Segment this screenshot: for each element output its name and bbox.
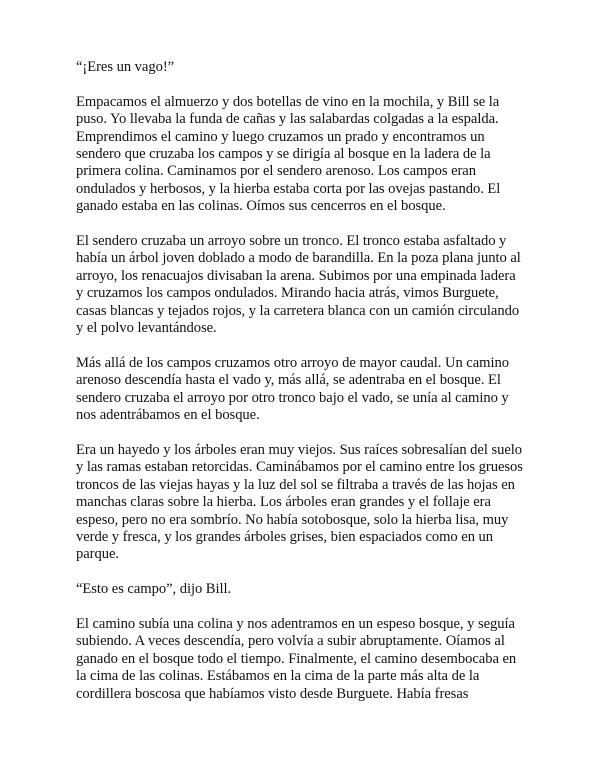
paragraph-arroyo-tronco: El sendero cruzaba un arroyo sobre un tronco. El tronco estaba asfaltado y había un árbol joven doblado a modo de barandilla. En la poza plana junto al arroyo, los renacuajos divisaban la arena. Subimos por una empinada ladera y cruzamos los campos ondulados. Mirando hacia atrás, vimos Burguete, casas blancas y tejados rojos, y la carretera blanca con un camión circulando y el polvo levantándose. [76,233,521,337]
paragraph-almuerzo: Empacamos el almuerzo y dos botellas de vino en la mochila, y Bill se la puso. Yo llevaba la funda de cañas y las salabardas colgadas a la espalda. Emprendimos el camino y luego cruzamos un prado y encontramos un sendero que cruzaba los campos y se dirigía al bosque en la ladera de la primera colina. Caminamos por el sendero arenoso. Los campos eran ondulados y herbosos, y la hierba estaba corta por las ovejas pastando. El ganado estaba en las colinas. Oímos sus cencerros en el bosque. [76,93,501,215]
paragraph-colina: El camino subía una colina y nos adentramos en un espeso bosque, y seguía subiendo. A veces descendía, pero volvía a subir abruptamente. Oíamos al ganado en el bosque todo el tiempo. Finalmente, el camino desembocaba en la cima de las colinas. Estábamos en la cima de la parte más alta de la cordillera boscosa que habíamos visto desde Burguete. Había fresas [76,615,517,702]
paragraph-hayedo: Era un hayedo y los árboles eran muy viejos. Sus raíces sobresalían del suelo y las ramas estaban retorcidas. Caminábamos por el camino entre los gruesos troncos de las viejas hayas y la luz del sol se filtraba a través de las hojas en manchas claras sobre la hierba. Los árboles eran grandes y el follaje era espeso, pero no era sombrío. No había sotobosque, solo la hierba lisa, muy verde y fresca, y los grandes árboles grises, bien espaciados como en un parque. [76,441,523,563]
body-text [76,59,526,703]
paragraph-dialogue-vago: “¡Eres un vago!” [76,59,175,75]
paragraph-vado: Más allá de los campos cruzamos otro arroyo de mayor caudal. Un camino arenoso descendía hasta el vado y, más allá, se adentraba en el bosque. El sendero cruzaba el arroyo por otro tronco bajo el vado, se unía al camino y nos adentrábamos en el bosque. [76,354,509,424]
paragraph-dialogue-campo: “Esto es campo”, dijo Bill. [76,581,232,598]
